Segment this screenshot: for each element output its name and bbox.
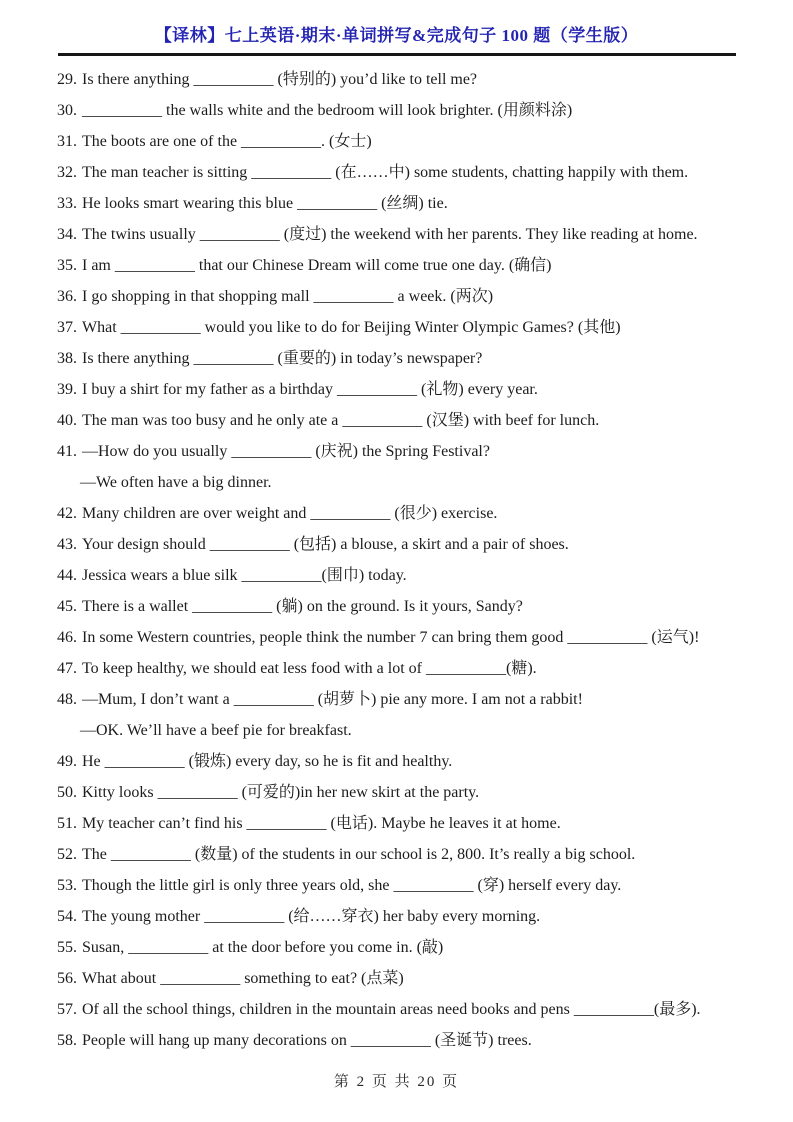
- question-text: What __________ would you like to do for Beijing Winter Olympic Games? (其他): [82, 319, 621, 336]
- question-number: 33.: [57, 195, 77, 212]
- question-text: Many children are over weight and __________ (很少) exercise.: [82, 505, 498, 522]
- question-text: The twins usually __________ (度过) the weekend with her parents. They like reading at home.: [82, 226, 698, 243]
- question-number: 47.: [57, 660, 77, 677]
- question-continuation: —We often have a big dinner.: [80, 474, 272, 491]
- question-number: 43.: [57, 536, 77, 553]
- question-number: 49.: [57, 753, 77, 770]
- question-row: [57, 1025, 757, 1056]
- question-text: The boots are one of the __________. (女士): [82, 133, 372, 150]
- question-row: [57, 436, 757, 467]
- question-number: 29.: [57, 71, 77, 88]
- question-row: [57, 622, 757, 653]
- question-row: [57, 343, 757, 374]
- question-row: [57, 808, 757, 839]
- question-text: In some Western countries, people think the number 7 can bring them good __________ (运气)!: [82, 629, 700, 646]
- question-row: [57, 250, 757, 281]
- question-number: 42.: [57, 505, 77, 522]
- question-text: The man teacher is sitting __________ (在……中) some students, chatting happily with them.: [82, 164, 689, 181]
- question-text: Your design should __________ (包括) a blouse, a skirt and a pair of shoes.: [82, 536, 569, 553]
- question-number: 34.: [57, 226, 77, 243]
- question-number: 39.: [57, 381, 77, 398]
- question-number: 30.: [57, 102, 77, 119]
- question-row: [57, 777, 757, 808]
- question-text: The young mother __________ (给……穿衣) her baby every morning.: [82, 908, 541, 925]
- question-list: [57, 64, 757, 1056]
- question-number: 40.: [57, 412, 77, 429]
- question-row: [57, 529, 757, 560]
- question-number: 41.: [57, 443, 77, 460]
- question-text: I buy a shirt for my father as a birthday __________ (礼物) every year.: [82, 381, 538, 398]
- question-row: [57, 963, 757, 994]
- question-number: 50.: [57, 784, 77, 801]
- question-text: He looks smart wearing this blue __________ (丝绸) tie.: [82, 195, 448, 212]
- question-row: [57, 591, 757, 622]
- question-row: [57, 95, 757, 126]
- question-number: 36.: [57, 288, 77, 305]
- question-number: 48.: [57, 691, 77, 708]
- question-text: __________ the walls white and the bedroom will look brighter. (用颜料涂): [82, 102, 573, 119]
- question-number: 53.: [57, 877, 77, 894]
- question-row: [57, 839, 757, 870]
- question-text: Jessica wears a blue silk __________(围巾) today.: [82, 567, 407, 584]
- question-number: 46.: [57, 629, 77, 646]
- question-row: [57, 498, 757, 529]
- question-text: What about __________ something to eat? (点菜): [82, 970, 404, 987]
- question-row: [57, 219, 757, 250]
- question-number: 37.: [57, 319, 77, 336]
- question-text: Is there anything __________ (重要的) in today’s newspaper?: [82, 350, 483, 367]
- question-text: —Mum, I don’t want a __________ (胡萝卜) pie any more. I am not a rabbit!: [82, 691, 583, 708]
- question-number: 54.: [57, 908, 77, 925]
- question-text: I am __________ that our Chinese Dream will come true one day. (确信): [82, 257, 552, 274]
- question-row: [57, 746, 757, 777]
- question-row: [57, 157, 757, 188]
- question-row: [57, 312, 757, 343]
- question-text: Kitty looks __________ (可爱的)in her new skirt at the party.: [82, 784, 480, 801]
- question-number: 31.: [57, 133, 77, 150]
- question-number: 56.: [57, 970, 77, 987]
- question-row: [57, 684, 757, 715]
- page-number-footer: 第 2 页 共 20 页: [333, 1074, 460, 1090]
- question-row: [57, 932, 757, 963]
- question-text: People will hang up many decorations on __________ (圣诞节) trees.: [82, 1032, 532, 1049]
- question-text: Though the little girl is only three years old, she __________ (穿) herself every day.: [82, 877, 622, 894]
- question-number: 45.: [57, 598, 77, 615]
- question-row: [57, 126, 757, 157]
- question-text: My teacher can’t find his __________ (电话). Maybe he leaves it at home.: [82, 815, 561, 832]
- question-text: Is there anything __________ (特别的) you’d like to tell me?: [82, 71, 478, 88]
- question-number: 58.: [57, 1032, 77, 1049]
- question-text: There is a wallet __________ (躺) on the ground. Is it yours, Sandy?: [82, 598, 523, 615]
- question-number: 52.: [57, 846, 77, 863]
- question-number: 57.: [57, 1001, 77, 1018]
- question-row: [57, 281, 757, 312]
- question-text: —How do you usually __________ (庆祝) the Spring Festival?: [82, 443, 490, 460]
- question-text: Susan, __________ at the door before you come in. (敲): [82, 939, 444, 956]
- title-divider: [58, 53, 736, 56]
- question-row: [57, 653, 757, 684]
- question-row: [57, 560, 757, 591]
- question-row: [57, 374, 757, 405]
- question-number: 38.: [57, 350, 77, 367]
- question-row: [57, 994, 757, 1025]
- question-number: 35.: [57, 257, 77, 274]
- question-row: [57, 405, 757, 436]
- question-continuation: —OK. We’ll have a beef pie for breakfast.: [80, 722, 352, 739]
- question-row: [57, 188, 757, 219]
- question-text: The __________ (数量) of the students in our school is 2, 800. It’s really a big school.: [82, 846, 636, 863]
- question-number: 51.: [57, 815, 77, 832]
- question-row: [57, 870, 757, 901]
- question-text: I go shopping in that shopping mall __________ a week. (两次): [82, 288, 494, 305]
- question-number: 55.: [57, 939, 77, 956]
- question-number: 32.: [57, 164, 77, 181]
- question-number: 44.: [57, 567, 77, 584]
- question-text: Of all the school things, children in the mountain areas need books and pens __________(最多).: [82, 1001, 701, 1018]
- question-row: [57, 64, 757, 95]
- question-row: [57, 901, 757, 932]
- question-text: To keep healthy, we should eat less food with a lot of __________(糖).: [82, 660, 537, 677]
- question-text: He __________ (锻炼) every day, so he is fit and healthy.: [82, 753, 453, 770]
- question-text: The man was too busy and he only ate a __________ (汉堡) with beef for lunch.: [82, 412, 600, 429]
- page-title: 【译林】七上英语·期末·单词拼写&完成句子 100 题（学生版）: [154, 26, 639, 45]
